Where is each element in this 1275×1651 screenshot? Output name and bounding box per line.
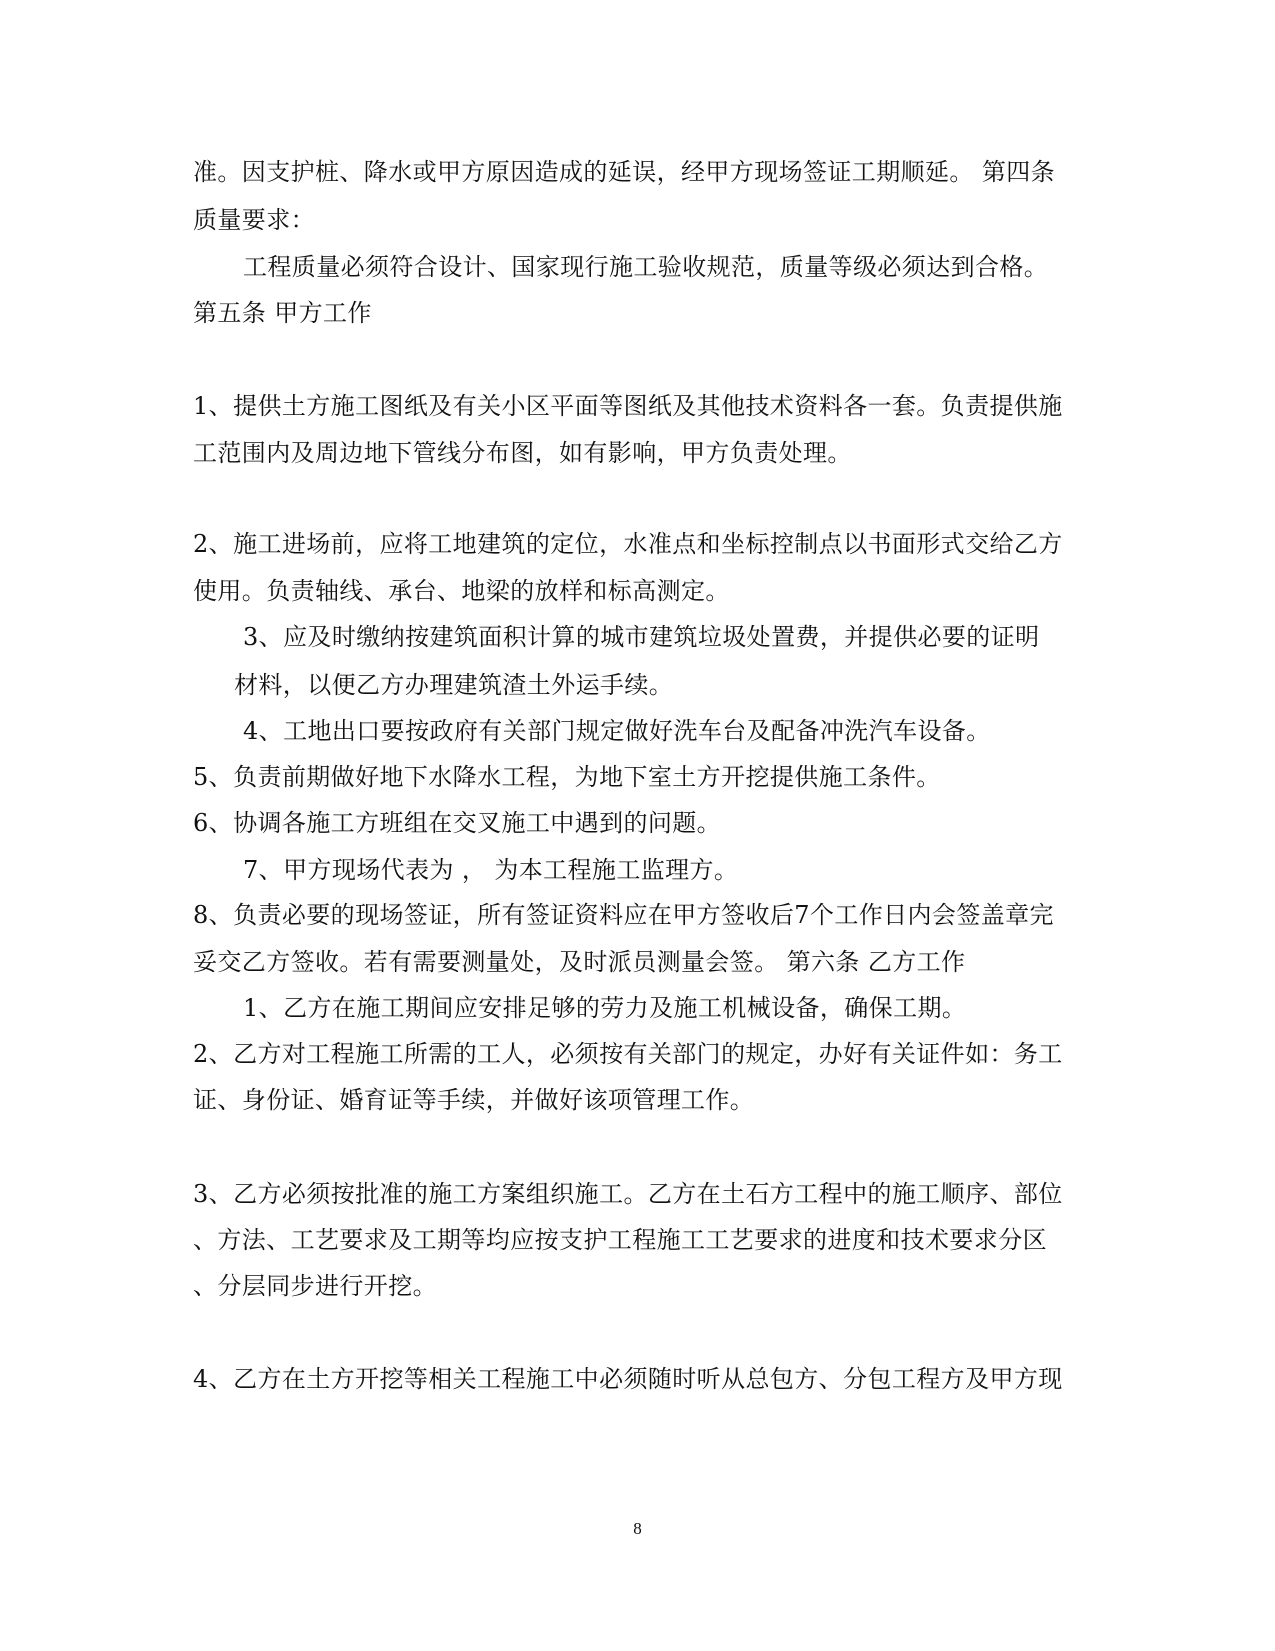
text-line: 4、乙方在土方开挖等相关工程施工中必须随时听从总包方、分包工程方及甲方现: [193, 1365, 1063, 1393]
text-line: 准。因支护桩、降水或甲方原因造成的延误，经甲方现场签证工期顺延。 第四条: [193, 158, 1056, 186]
text-line: 、方法、工艺要求及工期等均应按支护工程施工工艺要求的进度和技术要求分区: [193, 1226, 1047, 1254]
text-line: 工范围内及周边地下管线分布图，如有影响，甲方负责处理。: [193, 439, 852, 467]
text-line: 证、身份证、婚育证等手续，并做好该项管理工作。: [193, 1086, 755, 1114]
text-line: 4、工地出口要按政府有关部门规定做好洗车台及配备冲洗汽车设备。: [243, 717, 991, 745]
text-line: 材料，以便乙方办理建筑渣土外运手续。: [234, 671, 674, 699]
page-number: 8: [633, 1519, 642, 1538]
text-line: 3、乙方必须按批准的施工方案组织施工。乙方在土石方工程中的施工顺序、部位: [193, 1180, 1063, 1208]
text-line: 妥交乙方签收。若有需要测量处，及时派员测量会签。 第六条 乙方工作: [193, 948, 966, 976]
text-line: 2、施工进场前，应将工地建筑的定位，水准点和坐标控制点以书面形式交给乙方: [193, 530, 1063, 558]
text-line: 3、应及时缴纳按建筑面积计算的城市建筑垃圾处置费，并提供必要的证明: [243, 623, 1040, 651]
text-line: 1、提供土方施工图纸及有关小区平面等图纸及其他技术资料各一套。负责提供施: [193, 392, 1063, 420]
text-line: 使用。负责轴线、承台、地梁的放样和标高测定。: [193, 577, 730, 605]
text-line: 2、乙方对工程施工所需的工人，必须按有关部门的规定，办好有关证件如：务工: [193, 1040, 1063, 1068]
text-line: 质量要求：: [193, 206, 315, 234]
text-line: 1、乙方在施工期间应安排足够的劳力及施工机械设备，确保工期。: [243, 994, 967, 1022]
text-line: 7、甲方现场代表为 ， 为本工程施工监理方。: [243, 856, 739, 884]
section-heading: 第五条 甲方工作: [193, 299, 372, 327]
text-line: 工程质量必须符合设计、国家现行施工验收规范，质量等级必须达到合格。: [243, 253, 1049, 281]
text-line: 6、协调各施工方班组在交叉施工中遇到的问题。: [193, 809, 722, 837]
text-line: 5、负责前期做好地下水降水工程，为地下室土方开挖提供施工条件。: [193, 763, 941, 791]
text-line: 、分层同步进行开挖。: [193, 1272, 437, 1300]
text-line: 8、负责必要的现场签证，所有签证资料应在甲方签收后7个工作日内会签盖章完: [193, 901, 1054, 929]
